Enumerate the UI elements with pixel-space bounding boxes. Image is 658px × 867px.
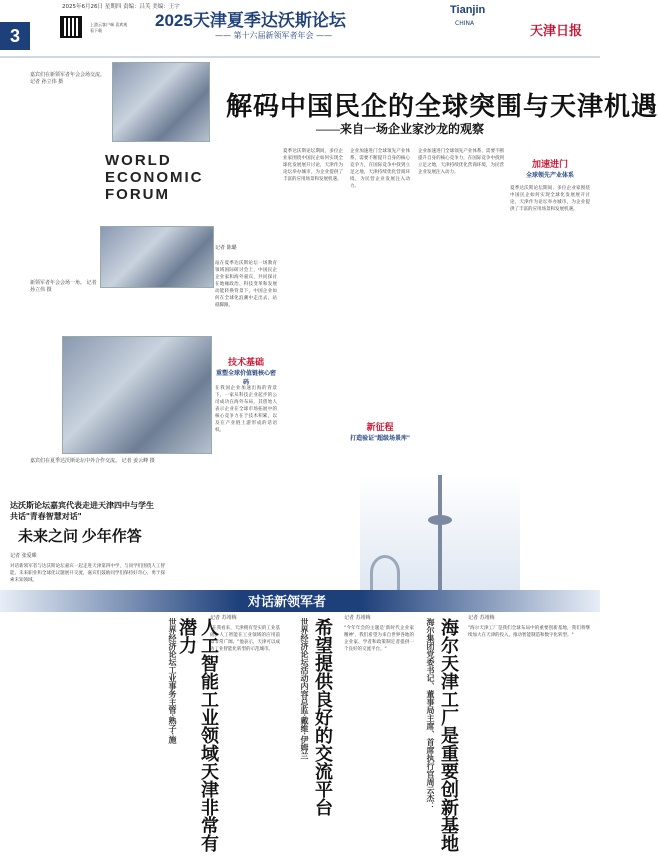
interview3-headline: 海尔天津工厂是重要创新基地 [439,618,459,852]
main-headline: 解码中国民企的全球突围与天津机遇 [226,92,658,121]
ferris-wheel-icon [370,555,400,590]
forum-subtitle: —— 第十六届新领军者年会 —— [215,31,333,40]
page-number: 3 [0,22,30,50]
photo1-caption: 嘉宾们在新领军者年会会场交流。 记者 孙立伟 摄 [30,72,106,85]
article-column-5: 夏季达沃斯论坛期间，多位企业家围绕中国民企如何实现全球化发展展开讨论，天津作为论坛举办城市，为企业提供了丰富的应用场景和发展机遇。 [510,186,590,212]
tianjin-skyline-illustration [360,475,520,590]
section-title-tech: 技术基础 [227,357,264,367]
tv-tower-pod [428,515,452,525]
article-column-3: 企业加速进门全球领先产业体系，需要不断提升自身的核心竞争力，在国际竞争中找到立足之地，天津持续优化营商环境，为民营企业发展注入动力。 [350,149,410,189]
left-kicker: 达沃斯论坛嘉宾代表走进天津四中与学生共话"青春智慧对话" [10,501,154,521]
left-reporter: 记者 张爱晞 [10,553,37,559]
interview1-reporter: 记者 苏靖梅 [210,615,237,621]
left-headline: 未来之问 少年作答 [18,529,142,545]
left-article-body: 对话新领军者与达沃斯论坛嘉宾一起走进天津第四中学，与同学们围绕人工智能、未来职业和全球化议题展开交流，嘉宾们鼓励同学们保持好奇心，勇于探索未知领域。 [10,564,165,583]
interview2-subhead: 世界经济论坛活动内容总监·戴维·伊姆兰 [300,618,309,760]
article-column-2: 夏季达沃斯论坛期间，多位企业家围绕中国民企如何实现全球化发展展开讨论，天津作为论坛举办城市，为企业提供了丰富的应用场景和发展机遇。 [283,149,343,182]
reporter-byline: 记者 陈璐 [215,245,237,251]
newspaper-name: 天津日报 [530,23,583,38]
wef-logo [105,152,225,216]
qr-code-icon[interactable] [60,16,82,38]
tianjin-logo: Tianjin [450,4,486,16]
article-column-1b: 在我国企业加速出海的背景下，一家从科技企业起步的公司成功在海外布局，其创始人表示企业在全球市场拓展中的核心竞争力在于技术积累，以及在产业链上游形成的话语权。 [215,386,277,433]
interview3-body: "海尔天津工厂是我们全球布局中的重要创新基地，我们将继续加大在天津的投入，推动智能制造和数字化转型。" [468,626,590,638]
section-title-new: 新征程 [366,422,394,432]
section-subtitle-new: 打造验证"超级场景库" [350,436,410,442]
photo2-caption: 新领军者年会会场一角。 记者 孙立伟 摄 [30,280,97,293]
interview3-reporter: 记者 苏靖梅 [468,615,495,621]
tv-tower-icon [438,475,442,590]
interview3-subhead: 海尔集团党委书记、董事局主席、首席执行官周云杰： [426,618,435,810]
photo-meeting-hall [100,226,214,288]
interview2-body: "今年年会的主题是'新时代企业家精神'，我们希望为来自世界各地的企业家、学者和政策制定者提供一个良好的交流平台。" [344,626,414,652]
section-subtitle-fast: 全球领先产业体系 [525,173,574,179]
interview2-reporter: 记者 苏靖梅 [344,615,371,621]
dateline: 2025年6月26日 星期四 责编：吕芙 美编：王宇 [62,4,180,10]
section-subtitle-tech: 重塑全球价值链核心密码 [215,371,276,386]
photo-group-selfie [62,336,212,454]
wef-logo-text: WORLD ECONOMIC FORUM [105,152,204,203]
section-title-fast: 加速进门 [531,159,568,169]
interview1-body: "在我看来，天津拥有坚实的工业基础，人工智能在工业领域的应用前景非常广阔。"他表示，天津可以成为工业智能化转型的示范城市。 [210,626,280,652]
qr-caption: 上游云客户端 喜欢观看下载 [90,22,128,33]
interview1-subhead: 世界经济论坛工业事务主管·熟子·施 [168,618,177,744]
forum-title: 2025天津夏季达沃斯论坛 [155,11,346,30]
article-column-4: 企业加速进门全球领先产业体系，需要不断提升自身的核心竞争力，在国际竞争中找到立足之地，天津持续优化营商环境，为民营企业发展注入动力。 [418,149,504,175]
interview1-headline: 人工智能工业领域天津非常有潜力 [177,618,219,852]
main-subheadline: ——来自一场企业家沙龙的观察 [316,122,485,136]
photo-conference-guests [112,62,210,142]
photo3-caption: 嘉宾们在夏季达沃斯论坛中外合作交流。 记者 姜云峰 摄 [30,458,155,464]
tianjin-logo-sub: CHINA [455,20,475,27]
article-column-1: 站在夏季达沃斯论坛一场教育领域国际研讨会上，中国民企企业家和海外嘉宾，共同探讨在地缘政治、科技变革和发展动能转换背景下，中国企业如何在全球化浪潮中走出去，站稳脚跟。 [215,261,277,308]
interview2-headline: 希望提供良好的交流平台 [313,618,333,816]
banner-title: 对话新领军者 [248,594,327,609]
